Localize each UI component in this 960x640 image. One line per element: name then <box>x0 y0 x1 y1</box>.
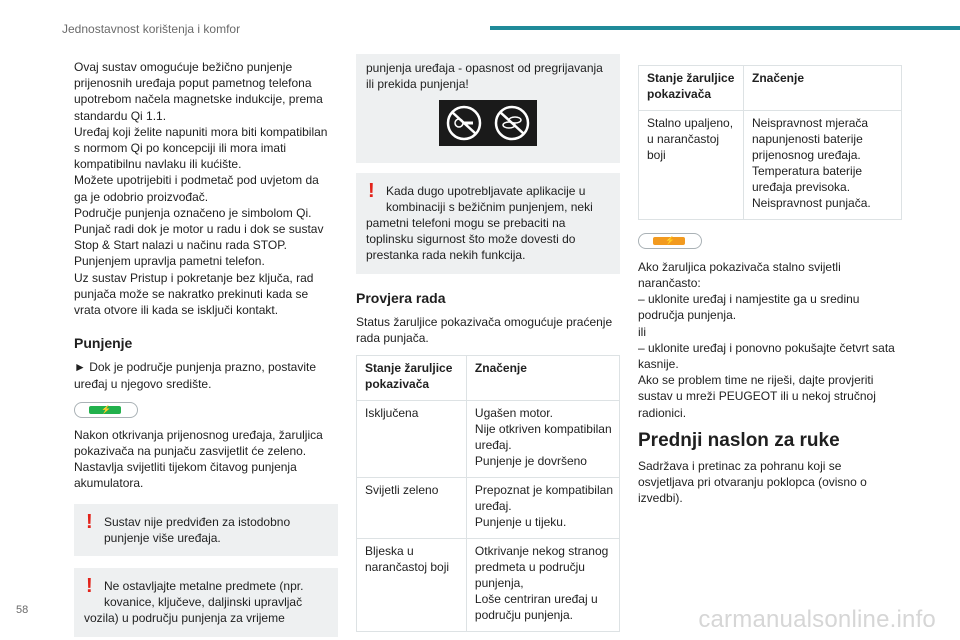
text-line: izvedbi). <box>638 491 683 506</box>
text-line: Kada dugo upotrebljavate aplikacije u <box>386 183 586 198</box>
green-lamp-icon: ⚡ <box>89 406 121 414</box>
column-header-meaning <box>466 356 619 401</box>
text-line: Značenje <box>474 361 527 376</box>
text-line: – uklonite uređaj i ponovno pokušajte četvrt sata <box>638 340 895 355</box>
orange-instructions-paragraph <box>638 259 902 421</box>
indicator-light-icon <box>638 233 702 249</box>
warning-box <box>356 173 620 274</box>
text-line: Stalno upaljeno, <box>647 116 734 130</box>
heading-provjera-rada: Provjera rada <box>356 289 446 306</box>
text-line: područja punjenja. <box>638 308 737 323</box>
status-intro-paragraph <box>356 314 620 346</box>
watermark: carmanualsonline.info <box>698 606 936 633</box>
text-line: Neispravnost mjerača <box>752 116 869 130</box>
text-line: Sadržava i pretinac za pohranu koji se <box>638 459 842 474</box>
table-cell-state <box>357 401 467 478</box>
text-line: osvjetljava pri otvaranju poklopca (ovisno o <box>638 475 867 490</box>
text-line: narančastoj boji <box>365 560 450 575</box>
text-line: ga je odobrio proizvođač. <box>74 189 209 204</box>
page-number: 58 <box>16 604 29 616</box>
text-line: Otkrivanje nekog stranog <box>474 544 609 559</box>
warning-icon: ! <box>86 574 93 597</box>
warning-box <box>74 568 338 637</box>
column-1 <box>74 59 338 637</box>
text-line: Stanje žaruljice <box>365 361 453 376</box>
text-line: Isključena <box>365 406 419 421</box>
text-line: Punjenje je dovršeno <box>474 454 587 469</box>
text-line: Stop & Start nalazi u načinu rada STOP. <box>74 238 288 253</box>
text-line: boji <box>647 148 666 162</box>
table-cell-meaning <box>466 401 619 478</box>
column-header-state <box>357 356 467 401</box>
orange-indicator-figure <box>638 232 902 249</box>
table-row <box>639 111 902 220</box>
text-line: prijenosnog uređaja. <box>752 148 861 162</box>
table-header-row <box>357 356 620 401</box>
text-line: pokazivača na punjaču zasvijetlit će zeleno. <box>74 443 307 458</box>
table-header-row <box>639 66 902 111</box>
table-row <box>357 401 620 478</box>
text-line: Nastavlja svijetliti tijekom čitavog punjenja <box>74 460 297 475</box>
table-cell-state <box>357 539 467 632</box>
text-line: rada punjača. <box>356 331 429 346</box>
text-line: Loše centriran uređaj u <box>474 592 598 607</box>
indicator-light-icon <box>74 402 138 418</box>
no-metal-objects-icon <box>439 100 537 146</box>
text-line: punjenje više uređaja. <box>104 530 221 545</box>
text-line: Područje punjenja označeno je simbolom Qi. <box>74 205 312 220</box>
text-line: punjača može se nakratko prekinuti kada se <box>74 286 309 301</box>
text-line: pokazivača <box>647 87 712 101</box>
text-line: upotrebom načela magnetske indukcije, prema <box>74 92 323 107</box>
table-cell-meaning <box>466 539 619 632</box>
intro-paragraph <box>74 59 338 318</box>
text-line: Punjenje u tijeku. <box>474 515 567 530</box>
armrest-paragraph <box>638 458 902 507</box>
text-line: pametni telefoni mogu se prebaciti na <box>366 216 566 231</box>
text-line: punjenja, <box>474 576 524 591</box>
column-header-state <box>639 66 744 111</box>
text-line: kombinaciji s bežičnim punjenjem, neki <box>386 199 593 214</box>
step-paragraph <box>74 359 338 391</box>
text-line: Uz sustav Pristup i pokretanje bez ključa, rad <box>74 270 314 285</box>
warning-box <box>74 504 338 556</box>
text-line: pokazivača <box>365 377 430 392</box>
text-line: Nije otkriven kompatibilan <box>474 422 612 437</box>
text-line: prijenosnih uređaja poput pametnog telefona <box>74 76 312 91</box>
text-line: Stanje žaruljice <box>647 71 735 85</box>
text-line: Punjenjem upravlja pametni telefon. <box>74 254 265 269</box>
text-line: Ne ostavljajte metalne predmete (npr. <box>104 578 304 593</box>
warning-icon: ! <box>368 179 375 202</box>
table-cell-meaning <box>466 478 619 539</box>
text-line: Značenje <box>752 71 805 85</box>
table-row <box>357 539 620 632</box>
text-line: uređaja previsoka. <box>752 180 851 194</box>
text-line: uređaj u njegovo središte. <box>74 376 212 391</box>
text-line: vrata otvore ili kada se isključi kontakt. <box>74 303 279 318</box>
text-line: u narančastoj <box>647 132 720 146</box>
text-line: području punjenja. <box>474 608 573 623</box>
warning-icon: ! <box>86 510 93 533</box>
text-line: Prepoznat je kompatibilan <box>474 483 613 498</box>
text-line: Sustav nije predviđen za istodobno <box>104 514 291 529</box>
text-line: standardu Qi 1.1. <box>74 108 167 123</box>
orange-lamp-icon: ⚡ <box>653 237 685 245</box>
text-line: radionici. <box>638 405 687 420</box>
text-line: toplinsku sigurnost što može dovesti do <box>366 232 576 247</box>
indicator-status-table <box>356 355 620 632</box>
text-line: Nakon otkrivanja prijenosnog uređaja, žaruljica <box>74 427 323 442</box>
column-3 <box>638 54 902 507</box>
text-line: ili prekida punjenja! <box>366 77 469 92</box>
text-line: Uređaj koji želite napuniti mora biti kompatibilan <box>74 124 328 139</box>
text-line: uređaj. <box>474 499 512 514</box>
text-line: prestanka rada nekih funkcija. <box>366 248 526 263</box>
text-line: Punjač radi dok je motor u radu i dok se sustav <box>74 222 324 237</box>
text-line: Svijetli zeleno <box>365 483 439 498</box>
text-line: punjenja uređaja - opasnost od pregrijavanja <box>366 61 603 75</box>
text-line: Možete upotrijebiti i podmetač pod uvjetom da <box>74 173 319 188</box>
text-line: kompatibilnu navlaku ili kućište. <box>74 157 242 172</box>
column-2 <box>356 54 620 632</box>
table-cell-meaning <box>744 111 902 220</box>
table-cell-state <box>639 111 744 220</box>
text-line: vozila) u području punjenja za vrijeme <box>84 611 285 626</box>
text-line: akumulatora. <box>74 476 144 491</box>
text-line: predmeta u području <box>474 560 585 575</box>
text-line: s normom Qi po koncepciji ili mora imati <box>74 141 287 156</box>
text-line: Ugašen motor. <box>474 406 553 421</box>
text-line: ► Dok je područje punjenja prazno, postavite <box>74 360 317 375</box>
table-row <box>357 478 620 539</box>
text-line: uređaj. <box>474 438 512 453</box>
text-line: sustav u mreži PEUGEOT ili u nekoj stručnoj <box>638 389 876 404</box>
text-line: Ako se problem time ne riješi, dajte provjeriti <box>638 373 874 388</box>
text-line: Status žaruljice pokazivača omogućuje praćenje <box>356 314 613 329</box>
text-line: Ovaj sustav omogućuje bežično punjenje <box>74 60 293 74</box>
text-line: Temperatura baterije <box>752 164 863 178</box>
text-line: kovanice, ključeve, daljinski upravljač <box>104 595 303 610</box>
heading-punjenje: Punjenje <box>74 335 133 352</box>
green-indicator-figure <box>74 401 338 418</box>
header-accent-bar <box>490 26 960 30</box>
text-line: ili <box>638 324 646 339</box>
text-line: Neispravnost punjača. <box>752 196 871 210</box>
text-line: napunjenosti baterije <box>752 132 863 146</box>
table-cell-state <box>357 478 467 539</box>
section-title: Jednostavnost korištenja i komfor <box>62 22 241 36</box>
prohibition-pictograms <box>366 100 610 150</box>
text-line: narančasto: <box>638 276 701 291</box>
indicator-status-table-continued <box>638 65 902 220</box>
text-line: kasnije. <box>638 357 679 372</box>
column-header-meaning <box>744 66 902 111</box>
text-line: Ako žaruljica pokazivača stalno svijetli <box>638 259 841 274</box>
heading-prednji-naslon: Prednji naslon za ruke <box>638 429 840 451</box>
text-line: Bljeska u <box>365 544 414 559</box>
warning-box-continued <box>356 54 620 163</box>
text-line: – uklonite uređaj i namjestite ga u sredinu <box>638 292 860 307</box>
after-detection-paragraph <box>74 427 338 492</box>
